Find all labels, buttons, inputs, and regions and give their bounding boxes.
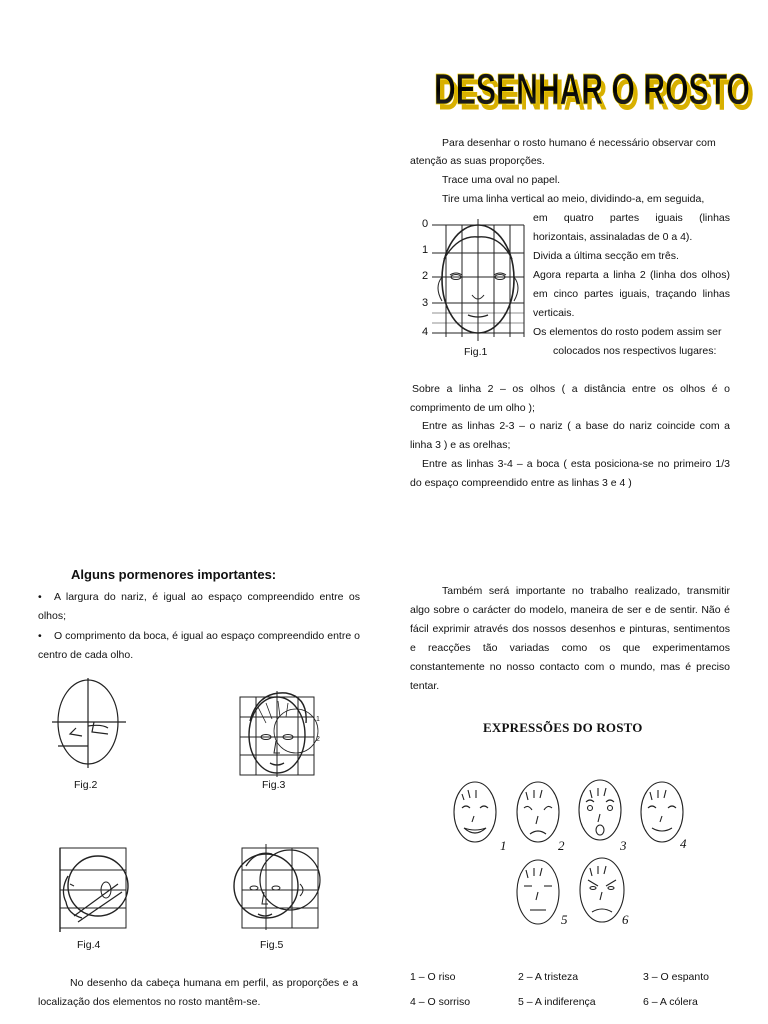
expressions-faces: [450, 776, 696, 932]
character-text: Também será importante no trabalho realizado, transmitir algo sobre o carácter do modelo, maneira de ser e de sentir. Não é fácil exprimir através dos nossos desenhos e pinturas, sentimentos e reacções tão variadas como os que experimentamos constantemente no nosso contacto com o mundo, mas é preciso tentar.: [410, 585, 730, 692]
face-number-1: 1: [500, 838, 507, 853]
legend-item-1: 1 – O riso: [410, 971, 456, 983]
face-sad: [517, 782, 559, 842]
fig1-label-3: 3: [422, 297, 429, 309]
details-bullet-text-1: A largura do nariz, é igual ao espaço compreendido entre os olhos;: [38, 591, 360, 622]
intro-p5: Agora reparta a linha 2 (linha dos olhos) em cinco partes iguais, traçando linhas verticais.: [533, 269, 730, 319]
face-number-2: 2: [558, 838, 565, 853]
legend-item-5: 5 – A indiferença: [518, 996, 596, 1008]
face-number-3: 3: [620, 838, 627, 853]
face-smile: [641, 782, 683, 842]
fig4-diagram: [48, 842, 132, 932]
face-surprise: [579, 780, 621, 840]
svg-text:1: 1: [316, 716, 320, 723]
intro-p3b: em quatro partes iguais (linhas horizontais, assinaladas de 0 a 4).: [533, 212, 730, 243]
intro-p6: Os elementos do rosto podem assim ser: [533, 326, 722, 338]
page-title-text: DESENHAR O ROSTO: [434, 64, 750, 114]
face-number-5: 5: [561, 912, 568, 927]
intro-p1: Para desenhar o rosto humano é necessário observar com: [442, 137, 716, 149]
fig1-label-1: 1: [422, 244, 429, 256]
page-title: [428, 58, 756, 114]
fig3-caption: Fig.3: [262, 779, 286, 791]
placement-line-2: Entre as linhas 2-3 – o nariz ( a base do nariz coincide com a linha 3 ) e as orelhas;: [410, 420, 730, 451]
legend-item-4: 4 – O sorriso: [410, 996, 471, 1008]
fig2-diagram: [48, 676, 128, 770]
placement-line-3: Entre as linhas 3-4 – a boca ( esta posiciona-se no primeiro 1/3 do espaço compreendido entre as linhas 3 e 4 ): [410, 458, 730, 489]
fig4-caption: Fig.4: [77, 939, 101, 951]
fig1-diagram: [418, 215, 528, 345]
face-indifferent: [517, 860, 559, 924]
details-bullet-1: [38, 588, 360, 626]
fig5-caption: Fig.5: [260, 939, 284, 951]
intro-p1b: atenção as suas proporções.: [410, 155, 545, 167]
face-number-6: 6: [622, 912, 629, 927]
bullet-dot: •: [38, 591, 42, 603]
expressions-heading: EXPRESSÕES DO ROSTO: [483, 720, 643, 735]
profile-text: No desenho da cabeça humana em perfil, as proporções e a localização dos elementos no rosto mantêm-se.: [38, 977, 358, 1008]
intro-p3: Tire uma linha vertical ao meio, dividindo-a, em seguida,: [442, 193, 705, 205]
face-anger: [580, 858, 624, 922]
fig1-label-4: 4: [422, 326, 429, 338]
intro-p2: Trace uma oval no papel.: [442, 174, 561, 186]
details-bullet-text-2: O comprimento da boca, é igual ao espaço compreendido entre o centro de cada olho.: [38, 630, 360, 661]
bullet-dot: •: [38, 630, 42, 642]
legend-item-3: 3 – O espanto: [643, 971, 709, 983]
intro-p4: Divida a última secção em três.: [533, 250, 679, 262]
page-title-shadow: DESENHAR O ROSTO: [438, 69, 754, 114]
details-heading: Alguns pormenores importantes:: [71, 567, 277, 582]
fig3-diagram: [236, 683, 322, 779]
legend-item-2: 2 – A tristeza: [518, 971, 579, 983]
intro-p6b: colocados nos respectivos lugares:: [553, 345, 717, 357]
placement-line-1: Sobre a linha 2 – os olhos ( a distância entre os olhos é o comprimento de um olho );: [410, 383, 730, 414]
fig1-label-0: 0: [422, 218, 429, 230]
fig1-label-2: 2: [422, 270, 429, 282]
legend-item-6: 6 – A cólera: [643, 996, 698, 1008]
svg-text:2: 2: [316, 736, 320, 743]
fig5-diagram: [232, 840, 324, 932]
fig2-caption: Fig.2: [74, 779, 98, 791]
details-bullet-2: [38, 627, 360, 665]
face-number-4: 4: [680, 836, 687, 851]
face-laugh: [454, 782, 496, 842]
fig1-caption: Fig.1: [464, 346, 488, 358]
